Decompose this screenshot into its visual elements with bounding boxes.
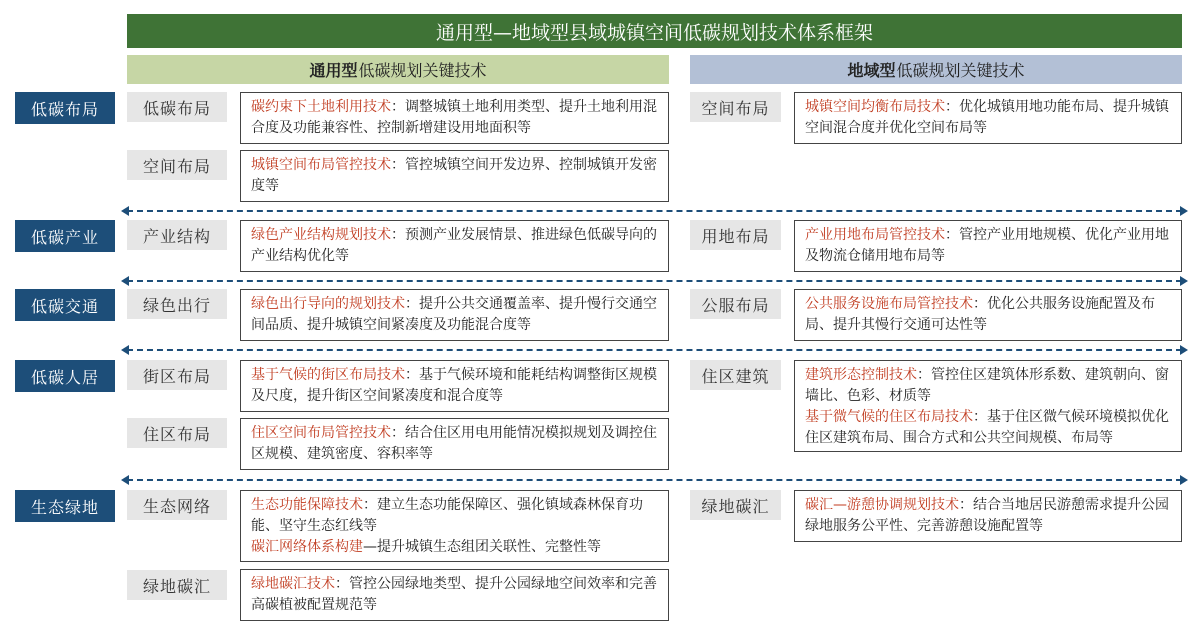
arrow-right-icon	[1180, 345, 1188, 355]
tech-desc: ：调整城镇土地利用类型、提升土地利用混合度及功能兼容性、控制新增建设用地面积等	[251, 99, 657, 136]
tech-desc: ：建立生态功能保障区、强化镇域森林保育功能、坚守生态红线等	[251, 497, 643, 534]
regional-tech-box	[794, 220, 1182, 272]
tech-name: 城镇空间均衡布局技术	[805, 99, 945, 115]
tech-name: 基于气候的街区布局技术	[251, 367, 405, 383]
arrow-left-icon	[121, 206, 129, 216]
regional-header	[690, 55, 1182, 84]
regional-sub-label: 绿地碳汇	[690, 490, 781, 520]
general-tech-box	[240, 150, 669, 202]
tech-name: 城镇空间布局管控技术	[251, 157, 391, 173]
general-tech-box	[240, 220, 669, 272]
arrow-left-icon	[121, 276, 129, 286]
tech-desc: ：管控产业用地规模、优化产业用地及物流仓储用地布局等	[805, 227, 1169, 264]
category-low-carbon-living: 低碳人居	[15, 360, 115, 392]
tech-desc: ：基于住区微气候环境模拟优化住区建筑布局、围合方式和公共空间规模、布局等	[805, 409, 1169, 446]
diagram-title: 通用型—地域型县域城镇空间低碳规划技术体系框架	[127, 14, 1182, 48]
arrow-right-icon	[1180, 276, 1188, 286]
tech-name: 公共服务设施布局管控技术	[805, 296, 973, 312]
general-sub-label: 生态网络	[127, 490, 227, 520]
general-tech-box	[240, 360, 669, 412]
regional-tech-box	[794, 289, 1182, 341]
regional-sub-label: 公服布局	[690, 289, 781, 319]
general-header-rest: 低碳规划关键技术	[358, 61, 487, 80]
regional-tech-box	[794, 360, 1182, 452]
general-tech-box	[240, 92, 669, 144]
tech-name: 住区空间布局管控技术	[251, 425, 391, 441]
tech-name: 绿色产业结构规划技术	[251, 227, 391, 243]
tech-desc: —提升城镇生态组团关联性、完整性等	[363, 539, 601, 555]
tech-desc: ：结合当地居民游憩需求提升公园绿地服务公平性、完善游憩设施配置等	[805, 497, 1169, 534]
tech-name: 产业用地布局管控技术	[805, 227, 945, 243]
tech-desc: ：基于气候环境和能耗结构调整街区规模及尺度，提升街区空间紧凑度和混合度等	[251, 367, 657, 404]
general-sub-label: 绿地碳汇	[127, 570, 227, 600]
regional-tech-box	[794, 490, 1182, 542]
tech-desc: ：管控住区建筑体形系数、建筑朝向、窗墙比、色彩、材质等	[805, 367, 1169, 404]
general-header	[127, 55, 669, 84]
arrow-left-icon	[121, 345, 129, 355]
general-sub-label: 低碳布局	[127, 92, 227, 122]
tech-desc: ：管控公园绿地类型、提升公园绿地空间效率和完善高碳植被配置规范等	[251, 576, 657, 613]
general-sub-label: 绿色出行	[127, 289, 227, 319]
regional-header-bold: 地域型	[847, 61, 896, 80]
tech-name: 建筑形态控制技术	[805, 367, 917, 383]
general-sub-label: 街区布局	[127, 360, 227, 390]
arrow-right-icon	[1180, 206, 1188, 216]
tech-name: 基于微气候的住区布局技术	[805, 409, 973, 425]
tech-name: 生态功能保障技术	[251, 497, 363, 513]
tech-name: 碳汇网络体系构建	[251, 539, 363, 555]
general-sub-label: 产业结构	[127, 220, 227, 250]
regional-sub-label: 用地布局	[690, 220, 781, 250]
regional-tech-box	[794, 92, 1182, 144]
category-low-carbon-industry: 低碳产业	[15, 220, 115, 252]
arrow-right-icon	[1180, 475, 1188, 485]
section-divider	[127, 479, 1182, 481]
arrow-left-icon	[121, 475, 129, 485]
tech-desc: ：预测产业发展情景、推进绿色低碳导向的产业结构优化等	[251, 227, 657, 264]
regional-header-rest: 低碳规划关键技术	[896, 61, 1025, 80]
tech-name: 绿色出行导向的规划技术	[251, 296, 405, 312]
general-tech-box	[240, 289, 669, 341]
tech-desc: ：结合住区用电用能情况模拟规划及调控住区规模、建筑密度、容积率等	[251, 425, 657, 462]
section-divider	[127, 349, 1182, 351]
general-sub-label: 空间布局	[127, 150, 227, 180]
category-ecological-green: 生态绿地	[15, 490, 115, 522]
tech-name: 碳汇—游憩协调规划技术	[805, 497, 959, 513]
tech-name: 绿地碳汇技术	[251, 576, 335, 592]
general-sub-label: 住区布局	[127, 418, 227, 448]
general-tech-box	[240, 569, 669, 621]
regional-sub-label: 空间布局	[690, 92, 781, 122]
tech-desc: ：管控城镇空间开发边界、控制城镇开发密度等	[251, 157, 657, 194]
general-header-bold: 通用型	[309, 61, 358, 80]
regional-sub-label: 住区建筑	[690, 360, 781, 390]
tech-desc: ：提升公共交通覆盖率、提升慢行交通空间品质、提升城镇空间紧凑度及功能混合度等	[251, 296, 657, 333]
category-low-carbon-transport: 低碳交通	[15, 289, 115, 321]
general-tech-box	[240, 418, 669, 470]
tech-name: 碳约束下土地利用技术	[251, 99, 391, 115]
section-divider	[127, 280, 1182, 282]
section-divider	[127, 210, 1182, 212]
general-tech-box	[240, 490, 669, 562]
tech-desc: ：优化城镇用地功能布局、提升城镇空间混合度并优化空间布局等	[805, 99, 1169, 136]
tech-desc: ：优化公共服务设施配置及布局、提升其慢行交通可达性等	[805, 296, 1155, 333]
category-low-carbon-layout: 低碳布局	[15, 92, 115, 124]
